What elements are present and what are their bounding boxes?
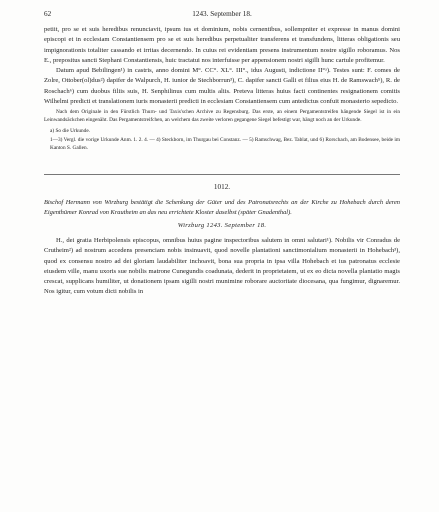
document-dating: Wirzburg 1243. September 18. bbox=[177, 221, 267, 229]
page-number: 62 bbox=[44, 10, 52, 18]
doc1-paragraph-1: petiit, pro se et suis heredibus renunciavit, ipsum ius et dominium, nobis cernentibus, sollempniter et expresse in manus domini episcopi et in ecclesiam Constantiensem pro se et suis heredibus perpetualiter transferens et transfundens, litteras obligationis seu impignorationis totaliter cassando et irritas decernendo. In cuius rei evidentiam presens instrumentum nostre sigillo roboramus. Nos E., prepositus sancti Stephani Constantiensis, huic tractatui nos interfuisse per appensionem nostri sigilli hunc cartule profitemur. bbox=[44, 26, 400, 64]
section-divider bbox=[44, 174, 400, 175]
document-regest: Bischof Hermann von Wirzburg bestätigt die Schenkung der Güter und des Patronatsrechts an der Kirche zu Hohebach durch deren Eigenthümer Konrad von Krautheim an das neu errichtete Kloster daselbst (später Gnadenthal). bbox=[44, 199, 400, 216]
page-content bbox=[44, 10, 400, 298]
archival-note: Nach dem Originale in den Fürstlich Thurn- und Taxis'schen Archive zu Regensburg. Das erste, an einem Pergamentstreifen hängende Siegel ist in ein Leinwandsäckchen eingenäht. Das Pergamentstreifchen, an welchem das zweite verloren gegangene Siegel befestigt war, hängt noch an der Urkunde. bbox=[44, 109, 400, 123]
document-number: 1012. bbox=[213, 183, 231, 192]
footnote-a: a) So die Urkunde. bbox=[50, 128, 91, 135]
doc1-paragraph-2: Datum apud Bebilingen¹) in castris, anno domini M°. CC°. XL°. III°., idus Augusti, indictione II°ᵃ). Testes sunt: F. comes de Zolre, Ottober(ol)dus²) dapifer de Walpurch, H. iunior de Stechborrun³), C. dapifer sancti Galli et filius eius H. de Ramswach⁵), R. de Roschach⁶) cum duobus filiis suis, H. Senphilinus cum multis aliis. Preteva litteras huius facti continentes resignationem comitis Wilhelmi predicti et translationem iuris monasterii predicti in ecclesiam Constantiensem cum antedictus confuit monasterio sepedicto. bbox=[44, 67, 400, 106]
doc2-paragraph-1: H., dei gratia Herbipolensis episcopus, omnibus huius pagine inspectoribus salutem in omni salutari¹). Nobilis vir Conradus de Crutheim²) ad nostrum accedens presenciam nobis insinuavit, quod novelle plantationi sanctimonialium monasterii in Hohebach³), quod ex consensu nostro ad dei gloriam laudabiliter inchoavit, bona sua propria in ipsa villa Hohebach et ius patronatus ecclesie eiusdem ville, manu uxoris sue nobilis matrone Cunegundis coadunata, dederit in proprietatem, ut ex eo dicta novella plantatio magis crescat, supplicans humiliter, ut donationem ipsam sigilli nostri munimine roborare auctoritate diocesana, qua fungimur, dignaremur. Nos igitur, cum votum dicti nobilis in bbox=[44, 236, 400, 296]
footnote-list: 1—3) Vergl. die vorige Urkunde Anm. 1. 2. 4. — 4) Steckborn, im Thurgau bei Constanz. — 5) Ramschwag, Bez. Tablat, und 6) Rorschach, am Bodensee, beide im Kanton S. Gallen. bbox=[50, 137, 400, 151]
running-title: 1243. September 18. bbox=[192, 10, 252, 18]
running-head bbox=[44, 10, 400, 19]
